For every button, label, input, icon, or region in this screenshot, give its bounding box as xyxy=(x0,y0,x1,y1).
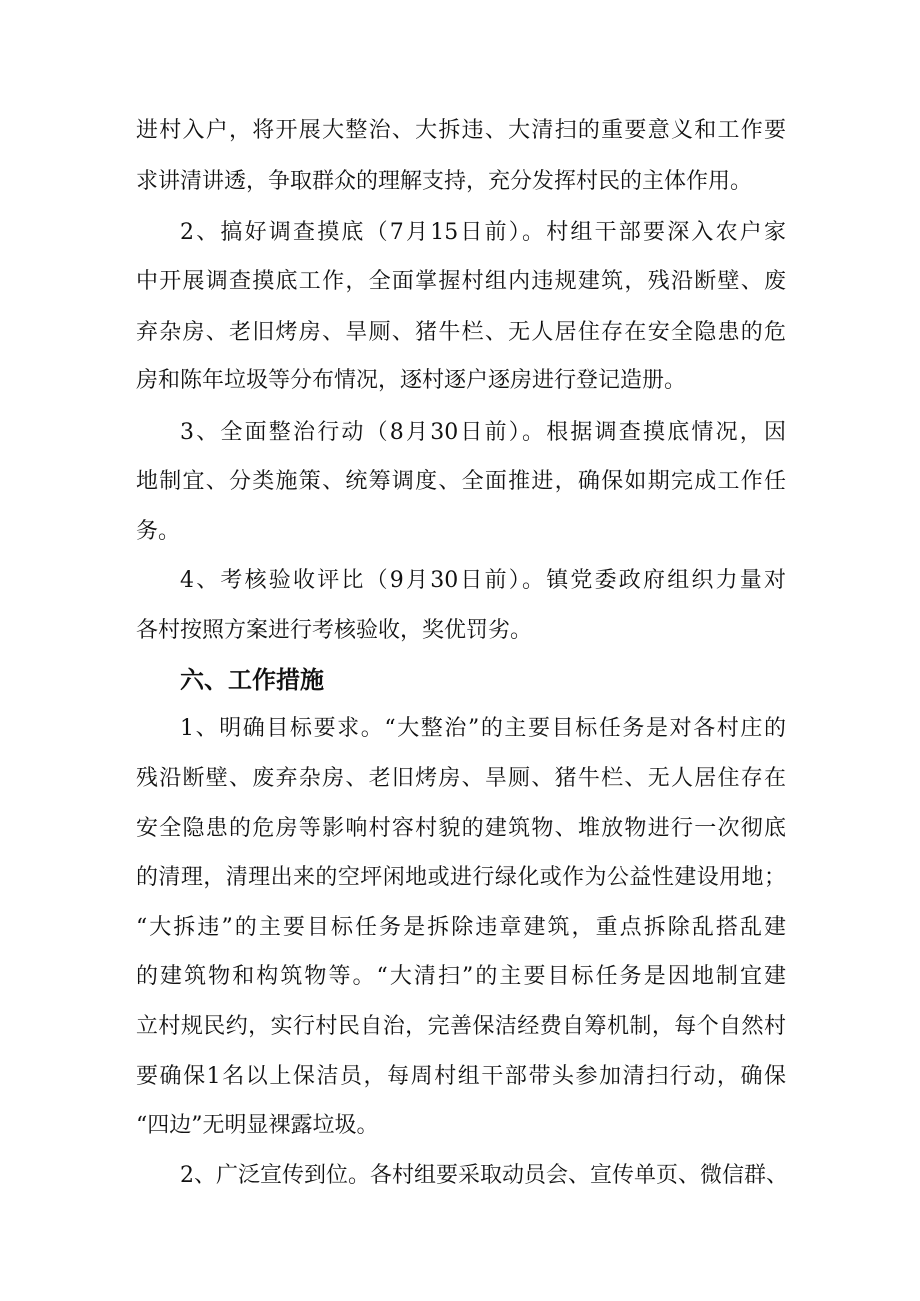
body-text-line: 求讲清讲透，争取群众的理解支持，充分发挥村民的主体作用。 xyxy=(136,169,753,194)
body-text-line: 务。 xyxy=(136,519,181,544)
list-item-4-line: 4、考核验收评比（9月30日前）。镇党委政府组织力量对 xyxy=(180,568,786,593)
body-text-line: 安全隐患的危房等影响村容村貌的建筑物、堆放物进行一次彻底 xyxy=(136,816,786,841)
list-item-2-line: 2、搞好调查摸底（7月15日前）。村组干部要深入农户家 xyxy=(180,220,786,245)
body-text-line: 弃杂房、老旧烤房、旱厕、猪牛栏、无人居住存在安全隐患的危 xyxy=(136,320,786,345)
list-item-3-line: 3、全面整治行动（8月30日前）。根据调查摸底情况，因 xyxy=(180,420,786,445)
body-text-line: 各村按照方案进行考核验收，奖优罚劣。 xyxy=(136,618,533,643)
body-text-line: “四边”无明显裸露垃圾。 xyxy=(136,1113,379,1138)
section-heading: 六、工作措施 xyxy=(180,666,324,694)
body-text-line: 立村规民约，实行村民自治，完善保洁经费自筹机制，每个自然村 xyxy=(136,1014,786,1039)
body-text-line: 要确保1名以上保洁员，每周村组干部带头参加清扫行动，确保 xyxy=(136,1064,786,1089)
body-text-line: 的清理，清理出来的空坪闲地或进行绿化或作为公益性建设用地； xyxy=(136,865,786,890)
measure-2-line: 2、广泛宣传到位。各村组要采取动员会、宣传单页、微信群、 xyxy=(180,1163,788,1188)
body-text-line: 进村入户，将开展大整治、大拆违、大清扫的重要意义和工作要 xyxy=(136,118,786,143)
measure-1-line: 1、明确目标要求。“大整治”的主要目标任务是对各村庄的 xyxy=(180,716,786,741)
body-text-line: “大拆违”的主要目标任务是拆除违章建筑，重点拆除乱搭乱建 xyxy=(136,915,786,940)
body-text-line: 地制宜、分类施策、统筹调度、全面推进，确保如期完成工作任 xyxy=(136,469,786,494)
body-text-line: 残沿断壁、废弃杂房、老旧烤房、旱厕、猪牛栏、无人居住存在 xyxy=(136,766,786,791)
body-text-line: 的建筑物和构筑物等。“大清扫”的主要目标任务是因地制宜建 xyxy=(136,964,786,989)
body-text-line: 房和陈年垃圾等分布情况，逐村逐户逐房进行登记造册。 xyxy=(136,368,687,393)
body-text-line: 中开展调查摸底工作，全面掌握村组内违规建筑，残沿断壁、废 xyxy=(136,269,786,294)
